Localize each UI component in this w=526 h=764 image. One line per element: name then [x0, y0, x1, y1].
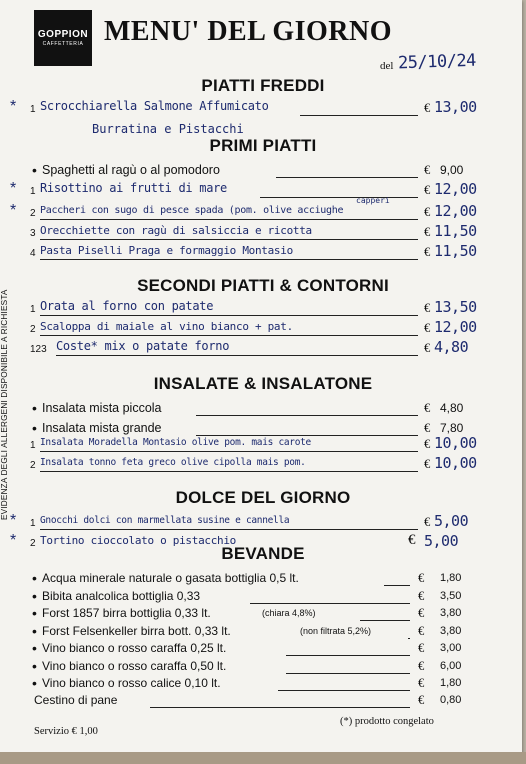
item-number: 3	[30, 228, 36, 239]
bullet: •	[32, 622, 37, 639]
menu-item	[0, 320, 522, 340]
date-value: 25/10/24	[397, 50, 477, 74]
menu-item	[0, 436, 522, 456]
dotted-line	[40, 471, 418, 472]
dotted-line	[40, 529, 418, 530]
item-note: (non filtrata 5,2%)	[300, 625, 372, 636]
euro-sign: €	[424, 515, 431, 529]
item-price: 3,80	[440, 624, 462, 637]
item-number: 4	[30, 248, 36, 259]
euro-sign: €	[418, 588, 425, 603]
item-extra: capperi	[356, 196, 390, 205]
bullet: •	[32, 420, 37, 436]
logo-subtitle: CAFFETTERIA	[42, 41, 84, 47]
item-extra: Burratina e Pistacchi	[92, 122, 244, 136]
euro-sign: €	[418, 658, 425, 673]
frozen-product-note: (*) prodotto congelato	[340, 716, 434, 727]
menu-item	[0, 204, 522, 224]
euro-sign: €	[418, 571, 425, 585]
item-price: 5,00	[434, 512, 469, 530]
item-number: 123	[30, 344, 47, 355]
dotted-line	[360, 620, 410, 621]
item-name: Vino bianco o rosso calice 0,10 lt.	[42, 676, 221, 690]
menu-item	[0, 514, 522, 534]
euro-sign: €	[418, 641, 425, 655]
item-price: 11,50	[434, 222, 477, 240]
dotted-line	[300, 115, 418, 116]
item-name: Orecchiette con ragù di salsiccia e ricotta	[40, 224, 312, 237]
dotted-line	[276, 177, 418, 178]
item-price: 5,00	[424, 532, 459, 550]
euro-sign: €	[418, 623, 425, 638]
item-name: Risottino ai frutti di mare	[40, 181, 227, 195]
item-price: 13,50	[434, 298, 477, 316]
asterisk-mark: *	[10, 180, 17, 197]
asterisk-mark: *	[10, 202, 17, 219]
item-number: 1	[30, 186, 36, 197]
menu-item	[0, 100, 522, 120]
asterisk-mark: *	[10, 532, 17, 549]
section-title-dolce: DOLCE DEL GIORNO	[175, 488, 351, 507]
item-name: Bibita analcolica bottiglia 0,33	[42, 588, 201, 603]
menu-item	[0, 456, 522, 476]
euro-sign: €	[424, 401, 431, 415]
dotted-line	[40, 451, 418, 452]
menu-item	[0, 224, 522, 244]
item-price: 1,80	[440, 677, 462, 689]
item-name: Scaloppa di maiale al vino bianco + pat.	[40, 320, 293, 333]
item-name: Pasta Piselli Praga e formaggio Montasio	[40, 244, 293, 257]
item-price: 10,00	[434, 454, 477, 472]
item-name: Acqua minerale naturale o gasata bottiglia 0,5 lt.	[42, 571, 299, 585]
section-title-piatti-freddi: PIATTI FREDDI	[201, 76, 325, 95]
item-price: 6,00	[440, 659, 462, 672]
asterisk-mark: *	[10, 512, 17, 529]
euro-sign: €	[424, 341, 431, 355]
dotted-line	[250, 603, 410, 604]
menu-item	[0, 340, 522, 360]
dotted-line	[408, 638, 410, 639]
euro-sign: €	[424, 163, 431, 177]
euro-sign: €	[424, 183, 431, 197]
section-title-secondi: SECONDI PIATTI & CONTORNI	[137, 276, 389, 295]
item-number: 1	[30, 304, 36, 315]
asterisk-mark: *	[10, 98, 17, 115]
dotted-line	[40, 239, 418, 240]
euro-sign: €	[424, 101, 431, 115]
item-note: (chiara 4,8%)	[262, 608, 316, 618]
menu-item	[0, 182, 522, 202]
bullet: •	[32, 570, 37, 586]
item-name: Forst 1857 birra bottiglia 0,33 lt.	[42, 606, 211, 620]
item-name: Paccheri con sugo di pesce spada (pom. olive acciughe	[40, 205, 344, 216]
item-price: 12,00	[434, 202, 477, 220]
service-charge: Servizio € 1,00	[34, 726, 98, 737]
item-price: 12,00	[434, 318, 477, 336]
item-price: 0,80	[440, 694, 462, 706]
item-name: Insalata mista piccola	[42, 401, 162, 415]
item-name: Insalata mista grande	[42, 421, 162, 435]
euro-sign: €	[424, 205, 431, 219]
item-name: Cestino di pane	[34, 693, 118, 707]
euro-sign: €	[424, 301, 431, 315]
item-price: 3,80	[440, 607, 462, 619]
item-number: 2	[30, 324, 36, 335]
bullet: •	[32, 640, 37, 656]
euro-sign: €	[424, 457, 431, 471]
item-name: Vino bianco o rosso caraffa 0,25 lt.	[42, 641, 227, 655]
euro-sign: €	[418, 676, 425, 690]
dotted-line	[150, 707, 410, 708]
section-title-bevande: BEVANDE	[221, 544, 305, 563]
item-price: 4,80	[440, 401, 464, 415]
menu-item	[0, 400, 522, 420]
item-name: Gnocchi dolci con marmellata susine e cannella	[40, 515, 290, 526]
menu-item	[0, 162, 522, 182]
item-price: 1,80	[440, 572, 462, 584]
item-name: Forst Felsenkeller birra bott. 0,33 lt.	[42, 623, 231, 638]
item-name: Scrocchiarella Salmone Affumicato	[40, 99, 269, 113]
item-number: 2	[30, 208, 36, 219]
bullet: •	[32, 657, 37, 674]
bullet: •	[32, 162, 37, 178]
dotted-line	[40, 335, 418, 336]
euro-sign: €	[408, 532, 416, 548]
dotted-line	[260, 197, 418, 198]
dotted-line	[286, 655, 410, 656]
menu-item	[0, 244, 522, 264]
item-price: 12,00	[434, 180, 477, 198]
item-name: Vino bianco o rosso caraffa 0,50 lt.	[42, 658, 227, 673]
item-price: 13,00	[434, 98, 477, 116]
menu-item	[0, 692, 522, 712]
menu-item	[0, 300, 522, 320]
cafe-logo	[34, 10, 92, 66]
section-title-primi: PRIMI PIATTI	[209, 136, 317, 155]
bullet: •	[32, 605, 37, 621]
dotted-line	[40, 259, 418, 260]
dotted-line	[384, 585, 410, 586]
item-number: 2	[30, 460, 36, 471]
date-label: del	[380, 60, 394, 72]
euro-sign: €	[418, 693, 425, 707]
dotted-line	[196, 415, 418, 416]
item-price: 4,80	[434, 338, 469, 356]
item-name: Spaghetti al ragù o al pomodoro	[42, 163, 220, 177]
euro-sign: €	[424, 245, 431, 259]
bullet: •	[32, 400, 37, 416]
item-price: 3,00	[440, 642, 462, 654]
section-title-insalate: INSALATE & INSALATONE	[153, 374, 373, 393]
item-price: 9,00	[440, 163, 464, 177]
euro-sign: €	[424, 225, 431, 239]
euro-sign: €	[418, 606, 425, 620]
bullet: •	[32, 675, 37, 691]
item-price: 7,80	[440, 421, 464, 435]
item-number: 1	[30, 518, 36, 529]
dotted-line	[286, 673, 410, 674]
item-name: Tortino cioccolato o pistacchio	[40, 534, 236, 547]
dotted-line	[40, 315, 418, 316]
item-price: 10,00	[434, 434, 477, 452]
euro-sign: €	[424, 321, 431, 335]
page-title: MENU' DEL GIORNO	[104, 16, 393, 47]
item-name: Orata al forno con patate	[40, 299, 214, 313]
bullet: •	[32, 587, 37, 604]
item-price: 3,50	[440, 589, 462, 602]
dotted-line	[40, 219, 418, 220]
item-price: 11,50	[434, 242, 477, 260]
logo-name: GOPPION	[37, 29, 89, 40]
item-name: Insalata tonno feta greco olive cipolla mais pom.	[40, 457, 306, 468]
euro-sign: €	[424, 437, 431, 451]
allergen-side-note: EVIDENZA DEGLI ALLERGENI DISPONIBILE A RICHIESTA	[0, 289, 9, 520]
floor-background	[0, 752, 526, 764]
dotted-line	[278, 690, 410, 691]
item-name: Insalata Moradella Montasio olive pom. mais carote	[40, 437, 311, 448]
item-number: 2	[30, 538, 36, 549]
item-number: 1	[30, 104, 36, 115]
item-name: Coste* mix o patate forno	[56, 339, 230, 353]
dotted-line	[56, 355, 418, 356]
euro-sign: €	[424, 421, 431, 435]
item-number: 1	[30, 440, 36, 451]
